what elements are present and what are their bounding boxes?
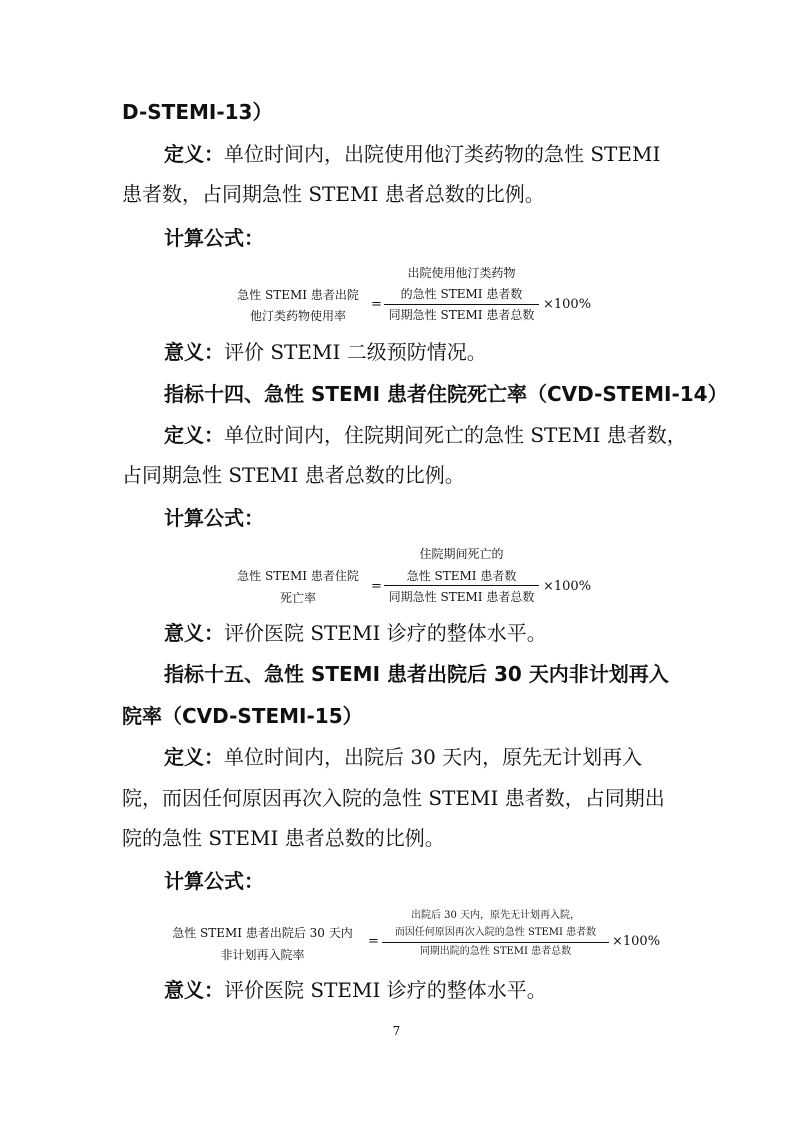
fraction-bar [384,585,539,586]
definition-text: 单位时间内，住院期间死亡的急性 STEMI 患者数， [224,423,687,447]
meaning-label: 意义： [164,621,224,645]
formula-lhs-line2: 非计划再入院率 [220,948,305,962]
heading-13-tail: D-STEMI-13） [122,100,273,124]
meaning-text: 评价 STEMI 二级预防情况。 [224,340,487,364]
definition-label: 定义： [164,745,224,769]
definition-15-line1 [164,743,642,771]
definition-text: 单位时间内，出院后 30 天内，原先无计划再入 [224,745,643,769]
definition-text: 单位时间内，出院使用他汀类药物的急性 STEMI [224,142,661,166]
formula-multiplier: ×100% [543,579,592,594]
formula-denominator: 同期急性 STEMI 患者总数 [388,308,535,322]
page-number: 7 [392,1024,401,1038]
formula-lhs-line1: 急性 STEMI 患者住院 [237,569,359,583]
definition-label: 定义： [164,423,224,447]
formula-denominator: 同期急性 STEMI 患者总数 [388,590,535,604]
formula-lhs-line1: 急性 STEMI 患者出院后 30 天内 [172,926,353,940]
meaning-text: 评价医院 STEMI 诊疗的整体水平。 [224,978,547,1002]
meaning-label: 意义： [164,978,224,1002]
formula-numerator-line2: 而因任何原因再次入院的急性 STEMI 患者数 [394,927,597,938]
meaning-15 [164,976,547,1004]
definition-label: 定义： [164,142,224,166]
formula-numerator-line1: 出院使用他汀类药物 [407,266,516,280]
formula-numerator-line2: 急性 STEMI 患者数 [406,569,517,583]
calc-label-13: 计算公式： [164,226,264,250]
fraction-bar [384,304,539,305]
formula-numerator-line1: 出院后 30 天内，原先无计划再入院， [410,910,581,921]
fraction-bar [382,942,609,943]
meaning-13 [164,338,487,366]
heading-15-line1: 指标十五、急性 STEMI 患者出院后 30 天内非计划再入 [164,662,669,686]
formula-lhs-line1: 急性 STEMI 患者出院 [237,288,359,302]
heading-15-line2: 院率（CVD-STEMI-15） [122,704,363,728]
heading-14: 指标十四、急性 STEMI 患者住院死亡率（CVD-STEMI-14） [164,382,728,406]
formula-multiplier: ×100% [543,297,592,312]
formula-equals: = [371,297,382,312]
formula-numerator-line1: 住院期间死亡的 [419,547,504,561]
formula-denominator: 同期出院的急性 STEMI 患者总数 [419,946,572,957]
formula-equals: = [371,579,382,594]
meaning-14 [164,619,547,647]
meaning-label: 意义： [164,340,224,364]
definition-14-line2: 占同期急性 STEMI 患者总数的比例。 [122,463,465,487]
formula-equals: = [368,934,379,949]
formula-lhs-line2: 他汀类药物使用率 [249,309,346,323]
meaning-text: 评价医院 STEMI 诊疗的整体水平。 [224,621,547,645]
definition-13-line2: 患者数，占同期急性 STEMI 患者总数的比例。 [122,182,545,206]
definition-15-line2: 院，而因任何原因再次入院的急性 STEMI 患者数，占同期出 [122,786,665,810]
definition-13-line1 [164,140,660,168]
formula-numerator-line2: 的急性 STEMI 患者数 [400,287,523,301]
calc-label-15: 计算公式： [164,869,264,893]
definition-14-line1 [164,421,687,449]
calc-label-14: 计算公式： [164,506,264,530]
definition-15-line3: 院的急性 STEMI 患者总数的比例。 [122,826,445,850]
formula-multiplier: ×100% [612,934,661,949]
formula-lhs-line2: 死亡率 [279,591,316,605]
